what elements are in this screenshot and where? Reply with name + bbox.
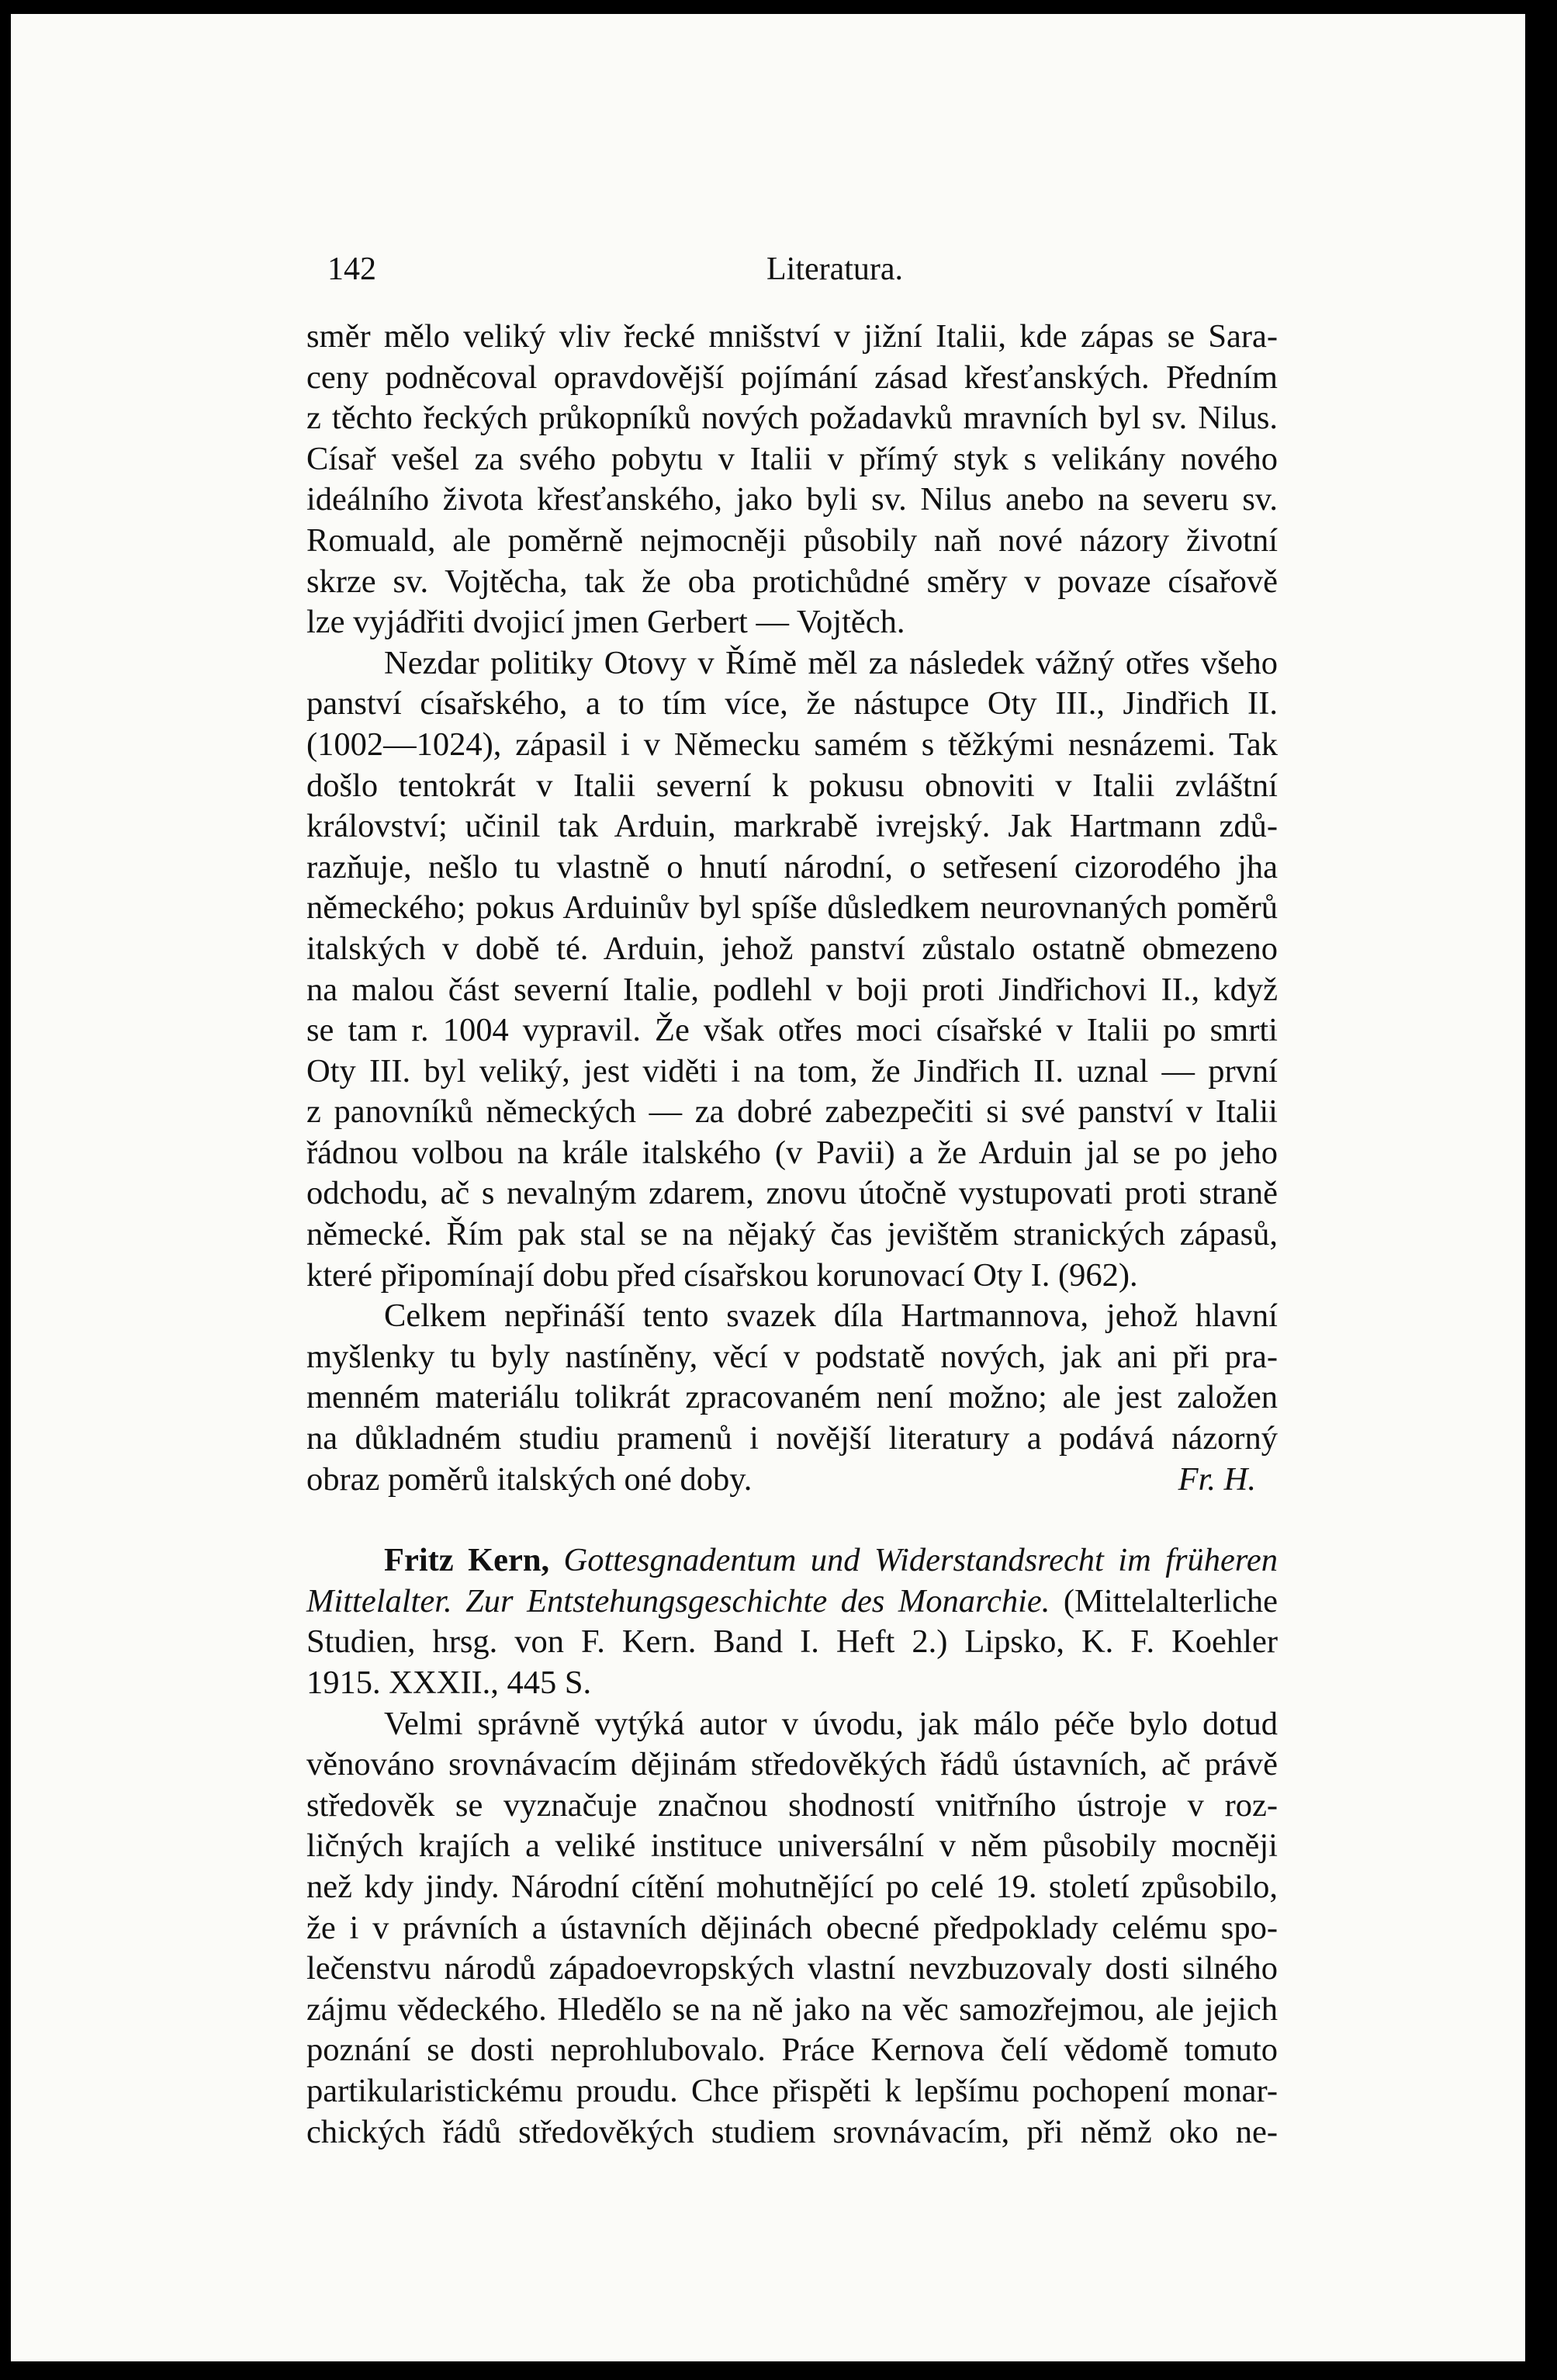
text-line: (1002—1024), zápasil i v Německu samém s těžkými nesnázemi. Tak	[306, 726, 1278, 763]
page-header	[327, 251, 1283, 297]
text-line: řádnou volbou na krále italského (v Pavii) a že Arduin jal se po jeho	[306, 1134, 1278, 1171]
text-line: Oty III. byl veliký, jest viděti i na tom, že Jindřich II. uznal — první	[306, 1052, 1278, 1090]
text-line: italských v době té. Arduin, jehož panství zůstalo ostatně obmezeno	[306, 930, 1278, 967]
text-line: z těchto řeckých průkopníků nových požadavků mravních byl sv. Nilus.	[306, 400, 1278, 437]
running-title: Literatura.	[766, 251, 904, 287]
reviewer-signature: Fr. H.	[1178, 1460, 1256, 1498]
text-line: zájmu vědeckého. Hledělo se na ně jako na věc samozřejmou, ale jejich	[306, 1990, 1278, 2028]
review-author: Fritz Kern,	[384, 1542, 550, 1579]
text-line: razňuje, nešlo tu vlastně o hnutí národní, o setřesení cizorodého jha	[306, 848, 1278, 885]
review-heading-line	[306, 1581, 1278, 1623]
text-line: království; učinil tak Arduin, markrabě ivrejský. Jak Hartmann zdů-	[306, 808, 1278, 845]
closing-text: obraz poměrů italských oné doby.	[306, 1460, 753, 1498]
text-line: Romuald, ale poměrně nejmocněji působily naň nové názory životní	[306, 521, 1278, 559]
page-text	[306, 317, 1278, 2153]
text-line: odchodu, ač s nevalným zdarem, znovu útočně vystupovati proti straně	[306, 1175, 1278, 1212]
text-line: Celkem nepřináší tento svazek díla Hartmannova, jehož hlavní	[384, 1297, 1278, 1335]
review-series: (Mittelalterliche	[1063, 1582, 1278, 1620]
text-line: se tam r. 1004 vypravil. Že však otřes moci císařské v Italii po smrti	[306, 1012, 1278, 1049]
text-line: z panovníků německých — za dobré zabezpečiti si své panství v Italii	[306, 1093, 1278, 1131]
text-line: myšlenky tu byly nastíněny, věcí v podstatě nových, jak ani při pra-	[306, 1338, 1278, 1375]
review-heading-line	[306, 1540, 1278, 1581]
text-line: ceny podněcoval opravdovější pojímání zásad křesťanských. Předním	[306, 359, 1278, 396]
text-line: které připomínají dobu před císařskou korunovací Oty I. (962).	[306, 1256, 1138, 1294]
text-line: panství císařského, a to tím více, že nástupce Oty III., Jindřich II.	[306, 685, 1278, 722]
text-line: na důkladném studiu pramenů i novější literatury a podává názorný	[306, 1420, 1278, 1457]
text-line: na malou část severní Italie, podlehl v boji proti Jindřichovi II., když	[306, 971, 1278, 1008]
text-line: lečenstvu národů západoevropských vlastní nevzbuzovaly dosti silného	[306, 1950, 1278, 1987]
review-title: Gottesgnadentum und Widerstandsrecht im früheren	[563, 1542, 1278, 1579]
text-line: ličných krajích a veliké instituce universální v něm působily mocněji	[306, 1827, 1278, 1865]
text-line: německé. Řím pak stal se na nějaký čas jevištěm stranických zápasů,	[306, 1216, 1278, 1253]
text-line: partikularistickému proudu. Chce přispěti k lepšímu pochopení monar-	[306, 2072, 1278, 2109]
text-line: že i v právních a ústavních dějinách obecné předpoklady celému spo-	[306, 1909, 1278, 1946]
text-line: Císař vešel za svého pobytu v Italii v přímý styk s velikány nového	[306, 440, 1278, 477]
text-line: směr mělo veliký vliv řecké mnišství v jižní Italii, kde zápas se Sara-	[306, 318, 1278, 355]
text-line: skrze sv. Vojtěcha, tak že oba protichůdné směry v povaze císařově	[306, 563, 1278, 600]
review-title-cont: Mittelalter. Zur Entstehungsgeschichte des Monarchie.	[306, 1582, 1050, 1620]
section-gap	[306, 1500, 1278, 1540]
review-biblio: Studien, hrsg. von F. Kern. Band I. Heft 2.) Lipsko, K. F. Koehler	[306, 1623, 1278, 1661]
text-line: ideálního života křesťanského, jako byli sv. Nilus anebo na severu sv.	[306, 481, 1278, 518]
text-line: poznání se dosti neprohlubovalo. Práce Kernova čelí vědomě tomuto	[306, 2032, 1278, 2069]
text-line: lze vyjádřiti dvojicí jmen Gerbert — Vojtěch.	[306, 604, 905, 641]
text-line: Velmi správně vytýká autor v úvodu, jak málo péče bylo dotud	[384, 1705, 1278, 1742]
text-line: chických řádů středověkých studiem srovnávacím, při němž oko ne-	[306, 2113, 1278, 2150]
text-line: než kdy jindy. Národní cítění mohutnějící po celé 19. století způsobilo,	[306, 1868, 1278, 1905]
text-line: německého; pokus Arduinův byl spíše důsledkem neurovnaných poměrů	[306, 889, 1278, 927]
text-line: došlo tentokrát v Italii severní k pokusu obnoviti v Italii zvláštní	[306, 767, 1278, 804]
text-line: Nezdar politiky Otovy v Římě měl za následek vážný otřes všeho	[384, 644, 1278, 681]
review-biblio: 1915. XXXII., 445 S.	[306, 1665, 592, 1701]
text-line: středověk se vyznačuje značnou shodností vnitřního ústroje v roz-	[306, 1786, 1278, 1824]
text-line: věnováno srovnávacím dějinám středověkých řádů ústavních, ač právě	[306, 1746, 1278, 1783]
page-number: 142	[327, 251, 376, 287]
text-line: menném materiálu tolikrát zpracovaném není možno; ale jest založen	[306, 1379, 1278, 1416]
signature-line	[306, 1460, 1278, 1501]
